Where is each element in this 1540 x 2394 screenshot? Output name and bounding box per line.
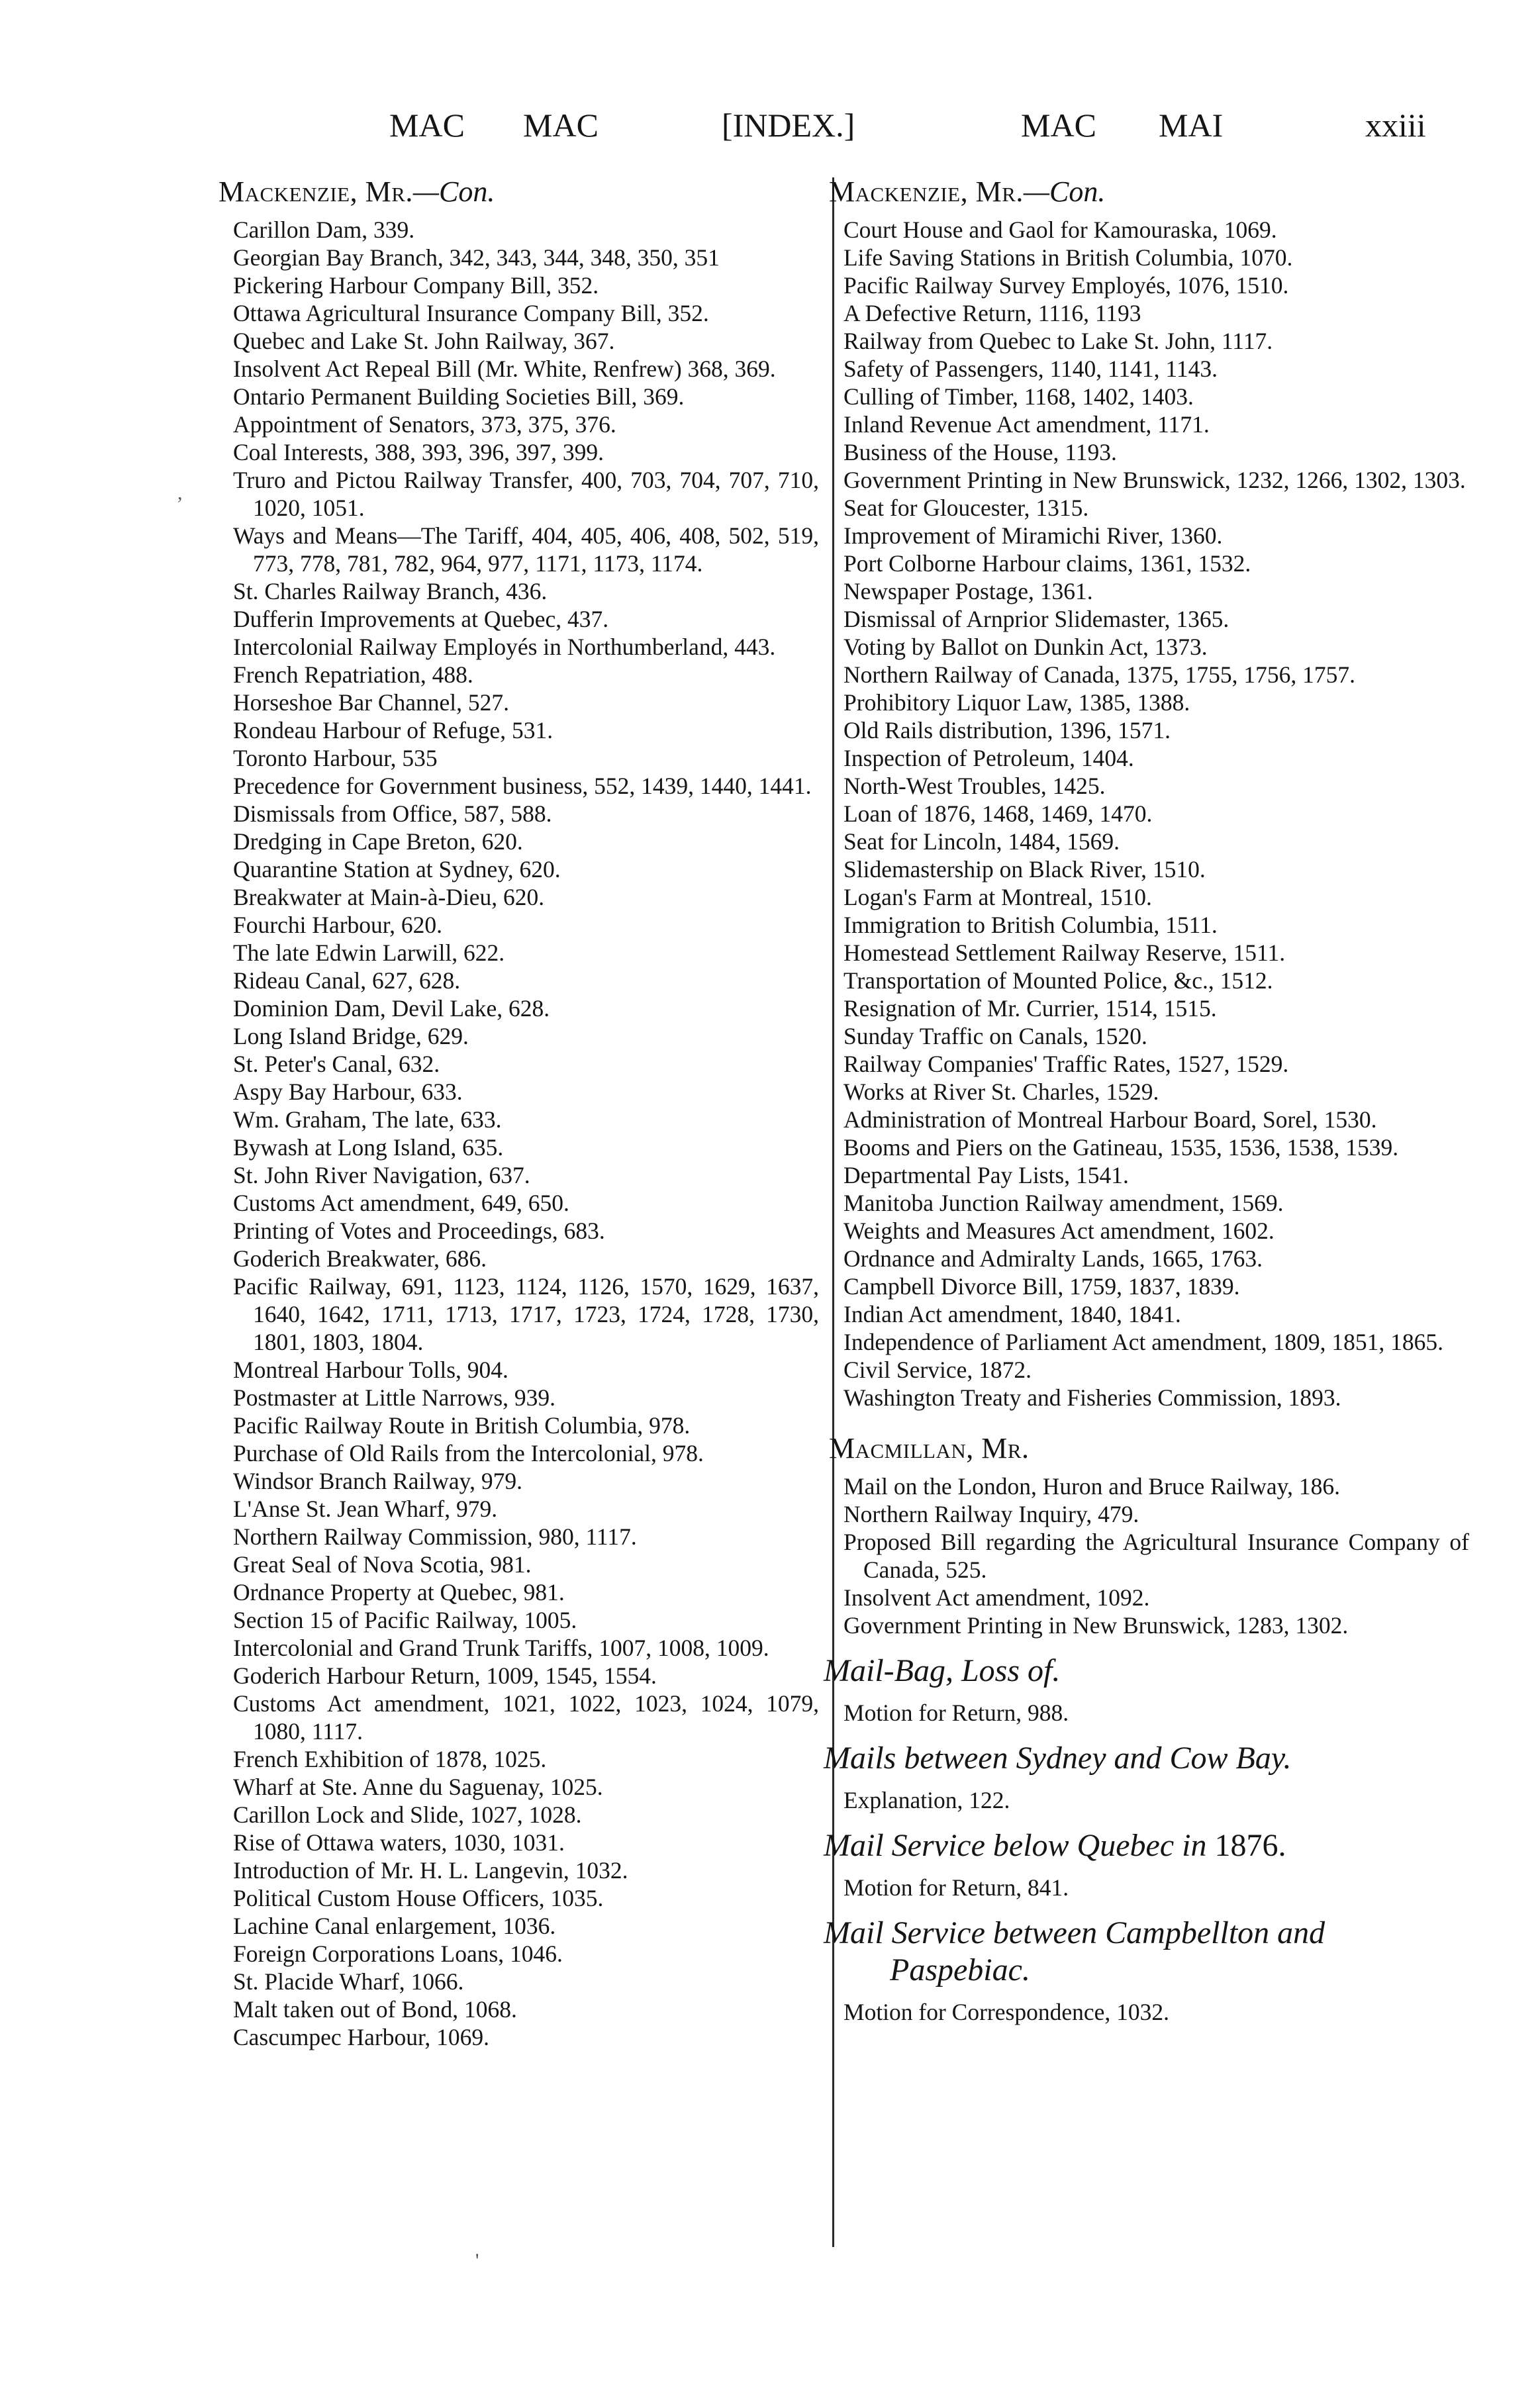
index-entry: Truro and Pictou Railway Transfer, 400, 703, 704, 707, 710, 1020, 1051. [233, 467, 819, 521]
page-number: xxiii [1365, 107, 1426, 144]
index-entry: Logan's Farm at Montreal, 1510. [843, 884, 1152, 910]
index-entry: St. Charles Railway Branch, 436. [233, 578, 548, 604]
heading-mackenzie [218, 173, 819, 211]
index-entry: Pacific Railway Survey Employés, 1076, 1510. [843, 272, 1289, 299]
index-entry: Loan of 1876, 1468, 1469, 1470. [843, 800, 1153, 827]
subject-title-continued: Paspebiac. [890, 1952, 1030, 1987]
index-entry: Administration of Montreal Harbour Board, Sorel, 1530. [843, 1106, 1377, 1133]
index-entry: Rideau Canal, 627, 628. [233, 967, 461, 994]
index-entry: Goderich Harbour Return, 1009, 1545, 1554. [233, 1662, 657, 1689]
index-entry: Pacific Railway Route in British Columbia, 978. [233, 1412, 691, 1439]
index-entry: Safety of Passengers, 1140, 1141, 1143. [843, 356, 1218, 382]
index-entry: Printing of Votes and Proceedings, 683. [233, 1218, 605, 1244]
index-entry: Improvement of Miramichi River, 1360. [843, 522, 1223, 549]
index-entry: Ontario Permanent Building Societies Bill, 369. [233, 383, 685, 410]
index-entry: Purchase of Old Rails from the Intercolonial, 978. [233, 1440, 704, 1466]
index-entry: Ordnance Property at Quebec, 981. [233, 1579, 565, 1605]
index-entry: Dredging in Cape Breton, 620. [233, 828, 523, 855]
index-entry: Aspy Bay Harbour, 633. [233, 1078, 463, 1105]
index-entry: Booms and Piers on the Gatineau, 1535, 1536, 1538, 1539. [843, 1134, 1399, 1161]
index-entry: Prohibitory Liquor Law, 1385, 1388. [843, 689, 1190, 716]
index-entry: Precedence for Government business, 552, 1439, 1440, 1441. [233, 773, 812, 799]
index-entry: Explanation, 122. [843, 1787, 1010, 1813]
index-entry: Postmaster at Little Narrows, 939. [233, 1384, 556, 1411]
heading-mackenzie-continued [829, 173, 1469, 211]
index-entry: Indian Act amendment, 1840, 1841. [843, 1301, 1181, 1327]
index-entry: Inland Revenue Act amendment, 1171. [843, 411, 1210, 438]
index-entry: Lachine Canal enlargement, 1036. [233, 1913, 556, 1939]
index-entry: Section 15 of Pacific Railway, 1005. [233, 1607, 577, 1633]
index-entry: Ordnance and Admiralty Lands, 1665, 1763. [843, 1245, 1263, 1272]
index-entry: Railway Companies' Traffic Rates, 1527, 1529. [843, 1051, 1289, 1077]
subject-title [824, 1740, 1469, 1777]
index-entry: Carillon Lock and Slide, 1027, 1028. [233, 1801, 582, 1828]
margin-mark: , [177, 482, 183, 504]
index-entry: St. Placide Wharf, 1066. [233, 1968, 464, 1995]
index-entry: Independence of Parliament Act amendment, 1809, 1851, 1865. [843, 1329, 1443, 1355]
subject-title-text: Mail Service between Campbellton and [824, 1915, 1325, 1950]
index-entry: Montreal Harbour Tolls, 904. [233, 1357, 508, 1383]
index-entry: Insolvent Act amendment, 1092. [843, 1584, 1150, 1611]
header-index-label: [INDEX.] [722, 107, 855, 144]
index-entry: Goderich Breakwater, 686. [233, 1245, 487, 1272]
index-entry: Georgian Bay Branch, 342, 343, 344, 348, 350, 351 [233, 244, 720, 271]
index-entry: Cascumpec Harbour, 1069. [233, 2024, 489, 2050]
index-entry: Windsor Branch Railway, 979. [233, 1468, 522, 1494]
index-entry: Culling of Timber, 1168, 1402, 1403. [843, 383, 1194, 410]
index-entry: Dismissals from Office, 587, 588. [233, 800, 552, 827]
index-entry: Wm. Graham, The late, 633. [233, 1106, 502, 1133]
subject-entries [824, 1652, 1469, 2026]
index-entry: Malt taken out of Bond, 1068. [233, 1996, 517, 2023]
index-entry: French Exhibition of 1878, 1025. [233, 1746, 547, 1772]
index-entry: Business of the House, 1193. [843, 439, 1117, 465]
index-entry: Railway from Quebec to Lake St. John, 1117. [843, 328, 1273, 354]
index-entry: Rise of Ottawa waters, 1030, 1031. [233, 1829, 565, 1856]
member-name: Macmillan, Mr. [829, 1432, 1030, 1464]
page-header [0, 106, 1540, 159]
index-entry: Court House and Gaol for Kamouraska, 1069. [843, 216, 1277, 243]
index-entry: Bywash at Long Island, 635. [233, 1134, 504, 1161]
index-entry: Life Saving Stations in British Columbia, 1070. [843, 244, 1293, 271]
subject-title [824, 1827, 1469, 1864]
index-entry: Motion for Return, 841. [843, 1874, 1069, 1901]
continued-label: —Con. [412, 175, 495, 208]
index-entry: Northern Railway Commission, 980, 1117. [233, 1523, 637, 1550]
header-left-word-2: MAC [523, 107, 599, 144]
index-entry: Ottawa Agricultural Insurance Company Bill, 352. [233, 300, 709, 326]
index-entry: Inspection of Petroleum, 1404. [843, 745, 1134, 771]
index-entry: St. Peter's Canal, 632. [233, 1051, 440, 1077]
index-entry: Foreign Corporations Loans, 1046. [233, 1940, 563, 1967]
subject-title-text: Mail-Bag, Loss of. [824, 1653, 1061, 1688]
index-entry: Weights and Measures Act amendment, 1602. [843, 1218, 1275, 1244]
index-entry: Carillon Dam, 339. [233, 216, 415, 243]
index-entry: Government Printing in New Brunswick, 1232, 1266, 1302, 1303. [843, 467, 1466, 493]
member-name: Mackenzie, Mr. [218, 175, 413, 208]
index-entry: St. John River Navigation, 637. [233, 1162, 530, 1188]
index-entry: Seat for Lincoln, 1484, 1569. [843, 828, 1120, 855]
index-entry: Newspaper Postage, 1361. [843, 578, 1093, 604]
index-entry: Manitoba Junction Railway amendment, 1569. [843, 1190, 1284, 1216]
subject-title-text: Mails between Sydney and Cow Bay. [824, 1741, 1292, 1776]
index-entry: Pickering Harbour Company Bill, 352. [233, 272, 599, 299]
header-right-word-1: MAC [1021, 107, 1096, 144]
index-entry: French Repatriation, 488. [233, 661, 473, 688]
index-entry: Ways and Means—The Tariff, 404, 405, 406, 408, 502, 519, 773, 778, 781, 782, 964, 977, 1171, 1173, 1174. [233, 522, 819, 577]
index-entry: Horseshoe Bar Channel, 527. [233, 689, 510, 716]
index-entry: Government Printing in New Brunswick, 1283, 1302. [843, 1612, 1349, 1639]
subject-block [824, 1915, 1469, 2026]
header-right-word-2: MAI [1159, 107, 1224, 144]
index-entry: Transportation of Mounted Police, &c., 1512. [843, 967, 1273, 994]
index-entry: Pacific Railway, 691, 1123, 1124, 1126, 1570, 1629, 1637, 1640, 1642, 1711, 1713, 1717, 1723, 1724, 1728, 1730, 1801, 1803, 1804. [233, 1273, 819, 1355]
heading-macmillan [829, 1430, 1469, 1467]
index-entry: Customs Act amendment, 649, 650. [233, 1190, 569, 1216]
entry-list [233, 216, 819, 2051]
index-entry: Long Island Bridge, 629. [233, 1023, 469, 1049]
index-entry: The late Edwin Larwill, 622. [233, 939, 505, 966]
index-entry: Voting by Ballot on Dunkin Act, 1373. [843, 634, 1208, 660]
index-entry: Port Colborne Harbour claims, 1361, 1532. [843, 550, 1251, 577]
index-entry: Works at River St. Charles, 1529. [843, 1078, 1159, 1105]
entry-list [843, 216, 1469, 1412]
subject-title [824, 1915, 1469, 1989]
left-column [218, 173, 819, 2051]
page-mark: ' [475, 2250, 479, 2272]
index-entry: Northern Railway Inquiry, 479. [843, 1501, 1139, 1527]
subject-title-year: 1876. [1214, 1828, 1286, 1863]
index-entry: Intercolonial Railway Employés in Northumberland, 443. [233, 634, 776, 660]
index-entry: Quarantine Station at Sydney, 620. [233, 856, 561, 883]
index-entry: Toronto Harbour, 535 [233, 745, 438, 771]
index-entry: Introduction of Mr. H. L. Langevin, 1032. [233, 1857, 628, 1884]
subject-title [824, 1652, 1469, 1690]
index-entry: Mail on the London, Huron and Bruce Railway, 186. [843, 1473, 1340, 1500]
subject-title-text: Mail Service below Quebec in [824, 1828, 1207, 1863]
index-entry: L'Anse St. Jean Wharf, 979. [233, 1496, 498, 1522]
index-entry: Motion for Return, 988. [843, 1700, 1069, 1726]
index-entry: Civil Service, 1872. [843, 1357, 1032, 1383]
index-entry: Dufferin Improvements at Quebec, 437. [233, 606, 609, 632]
subject-block [824, 1740, 1469, 1814]
index-entry: Wharf at Ste. Anne du Saguenay, 1025. [233, 1774, 603, 1800]
entry-list [843, 1472, 1469, 1639]
index-entry: Appointment of Senators, 373, 375, 376. [233, 411, 616, 438]
index-entry: Quebec and Lake St. John Railway, 367. [233, 328, 615, 354]
index-entry: Political Custom House Officers, 1035. [233, 1885, 604, 1911]
index-entry: Slidemastership on Black River, 1510. [843, 856, 1206, 883]
index-entry: Dominion Dam, Devil Lake, 628. [233, 995, 550, 1022]
index-entry: Customs Act amendment, 1021, 1022, 1023, 1024, 1079, 1080, 1117. [233, 1690, 819, 1745]
index-entry: Breakwater at Main-à-Dieu, 620. [233, 884, 545, 910]
index-entry: Intercolonial and Grand Trunk Tariffs, 1007, 1008, 1009. [233, 1635, 769, 1661]
index-entry: Fourchi Harbour, 620. [233, 912, 443, 938]
right-column [824, 173, 1469, 2026]
index-entry: Sunday Traffic on Canals, 1520. [843, 1023, 1147, 1049]
index-entry: Washington Treaty and Fisheries Commission, 1893. [843, 1384, 1341, 1411]
index-entry: Campbell Divorce Bill, 1759, 1837, 1839. [843, 1273, 1240, 1300]
index-entry: Dismissal of Arnprior Slidemaster, 1365. [843, 606, 1229, 632]
index-entry: Motion for Correspondence, 1032. [843, 1999, 1169, 2025]
index-entry: Northern Railway of Canada, 1375, 1755, 1756, 1757. [843, 661, 1355, 688]
index-entry: Proposed Bill regarding the Agricultural Insurance Company of Canada, 525. [843, 1529, 1469, 1583]
index-entry: Rondeau Harbour of Refuge, 531. [233, 717, 553, 743]
header-left-word-1: MAC [389, 107, 465, 144]
index-entry: Seat for Gloucester, 1315. [843, 495, 1089, 521]
index-entry: Resignation of Mr. Currier, 1514, 1515. [843, 995, 1217, 1022]
member-name: Mackenzie, Mr. [829, 175, 1024, 208]
index-entry: Coal Interests, 388, 393, 396, 397, 399. [233, 439, 604, 465]
index-entry: Great Seal of Nova Scotia, 981. [233, 1551, 532, 1578]
index-entry: Old Rails distribution, 1396, 1571. [843, 717, 1171, 743]
index-entry: Homestead Settlement Railway Reserve, 1511. [843, 939, 1286, 966]
index-entry: Departmental Pay Lists, 1541. [843, 1162, 1129, 1188]
continued-label: —Con. [1023, 175, 1106, 208]
index-entry: North-West Troubles, 1425. [843, 773, 1106, 799]
index-entry: Immigration to British Columbia, 1511. [843, 912, 1218, 938]
subject-block [824, 1827, 1469, 1901]
index-entry: Insolvent Act Repeal Bill (Mr. White, Renfrew) 368, 369. [233, 356, 776, 382]
subject-block [824, 1652, 1469, 1727]
index-entry: A Defective Return, 1116, 1193 [843, 300, 1141, 326]
